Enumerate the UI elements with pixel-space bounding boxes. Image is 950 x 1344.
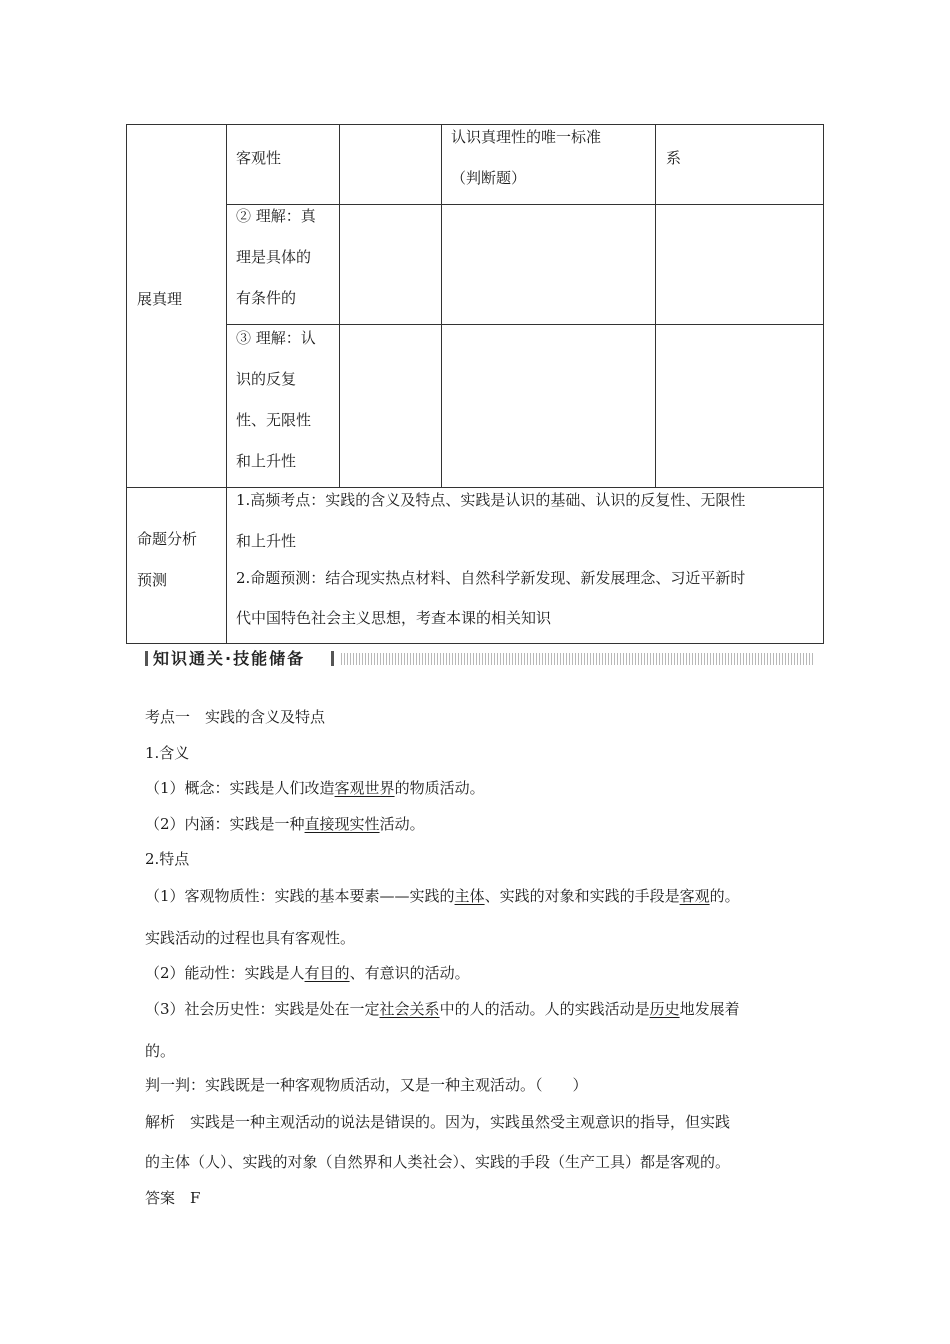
table-border-bottom (126, 643, 824, 644)
s2-item-3-mid: 中的人的活动。人的实践活动是 (439, 1000, 650, 1018)
section-banner (145, 648, 815, 670)
table-border-col2 (226, 124, 227, 643)
cell-prediction-label-l2: 预测 (137, 571, 168, 589)
banner-bar-right (331, 651, 334, 666)
analysis-line-1: 解析 实践是一种主观活动的说法是错误的。因为，实践虽然受主观意识的指导，但实践 (145, 1113, 731, 1131)
cell-objectivity: 客观性 (236, 149, 282, 167)
s2-item-1 (145, 885, 740, 906)
cell-understand-3-l1: ③ 理解：认 (236, 329, 316, 347)
s1-item-2-post: 活动。 (379, 815, 425, 833)
s2-item-1-blank-2: 客观 (679, 887, 710, 905)
cell-relation: 系 (666, 149, 682, 167)
s1-item-1 (145, 777, 485, 798)
cell-understand-3-l4: 和上升性 (236, 452, 297, 470)
cell-prediction-label-l1: 命题分析 (137, 530, 198, 548)
cell-prediction-content-l1: 1.高频考点：实践的含义及特点、实践是认识的基础、认识的反复性、无限性 (236, 491, 746, 509)
table-border-right (823, 124, 824, 643)
cell-understand-2-l2: 理是具体的 (236, 248, 312, 266)
s2-item-2-pre: （2）能动性：实践是人 (145, 964, 305, 982)
s2-item-1-pre: （1）客观物质性：实践的基本要素——实践的 (145, 887, 455, 905)
cell-truth-standard: 认识真理性的唯一标准 (451, 128, 602, 146)
s1-item-2-blank: 直接现实性 (304, 815, 380, 833)
banner-stripes (341, 653, 815, 665)
cell-prediction-content-l2: 和上升性 (236, 532, 297, 550)
cell-judge-note: （判断题） (451, 169, 527, 187)
s1-item-1-blank: 客观世界 (334, 779, 395, 797)
s1-item-1-pre: （1）概念：实践是人们改造 (145, 779, 335, 797)
table-border-left (126, 124, 127, 643)
judge-question: 判一判：实践既是一种客观物质活动，又是一种主观活动。（ ） (145, 1076, 588, 1094)
section-1-title: 1.含义 (145, 744, 190, 762)
table-border-col4 (441, 124, 442, 487)
answer: 答案 F (145, 1189, 201, 1207)
cell-left-label: 展真理 (137, 290, 183, 308)
analysis-line-2: 的主体（人）、实践的对象（自然界和人类社会）、实践的手段（生产工具）都是客观的。 (145, 1153, 731, 1171)
cell-understand-2-l1: ② 理解：真 (236, 207, 316, 225)
s1-item-2-pre: （2）内涵：实践是一种 (145, 815, 305, 833)
s2-item-2 (145, 962, 470, 983)
s2-item-2-blank: 有目的 (304, 964, 350, 982)
banner-bar-left (145, 651, 148, 666)
section-2-title: 2.特点 (145, 850, 190, 868)
banner-title: 知识通关·技能储备 (153, 649, 306, 668)
table-border-col3 (339, 124, 340, 487)
s1-item-1-post: 的物质活动。 (394, 779, 485, 797)
s2-item-3 (145, 998, 740, 1019)
s2-item-1-post: 的。 (709, 887, 740, 905)
cell-understand-3-l3: 性、无限性 (236, 411, 312, 429)
table-border-col5 (655, 124, 656, 487)
s2-item-3-pre: （3）社会历史性：实践是处在一定 (145, 1000, 380, 1018)
s1-item-2 (145, 813, 425, 834)
cell-prediction-content-l3: 2.命题预测：结合现实热点材料、自然科学新发现、新发展理念、习近平新时 (236, 569, 746, 587)
s2-item-1-blank-1: 主体 (454, 887, 485, 905)
s2-item-2-post: 、有意识的活动。 (349, 964, 470, 982)
s2-item-3-blank-1: 社会关系 (379, 1000, 440, 1018)
s2-item-3-post: 地发展着 (679, 1000, 740, 1018)
cell-understand-2-l3: 有条件的 (236, 289, 297, 307)
s2-item-1-line2: 实践活动的过程也具有客观性。 (145, 929, 356, 947)
s2-item-3-blank-2: 历史 (649, 1000, 680, 1018)
topic-heading: 考点一 实践的含义及特点 (145, 708, 326, 726)
s2-item-1-mid: 、实践的对象和实践的手段是 (484, 887, 680, 905)
cell-prediction-content-l4: 代中国特色社会主义思想，考查本课的相关知识 (236, 609, 552, 627)
s2-item-3-line2: 的。 (145, 1042, 176, 1060)
cell-understand-3-l2: 识的反复 (236, 370, 297, 388)
